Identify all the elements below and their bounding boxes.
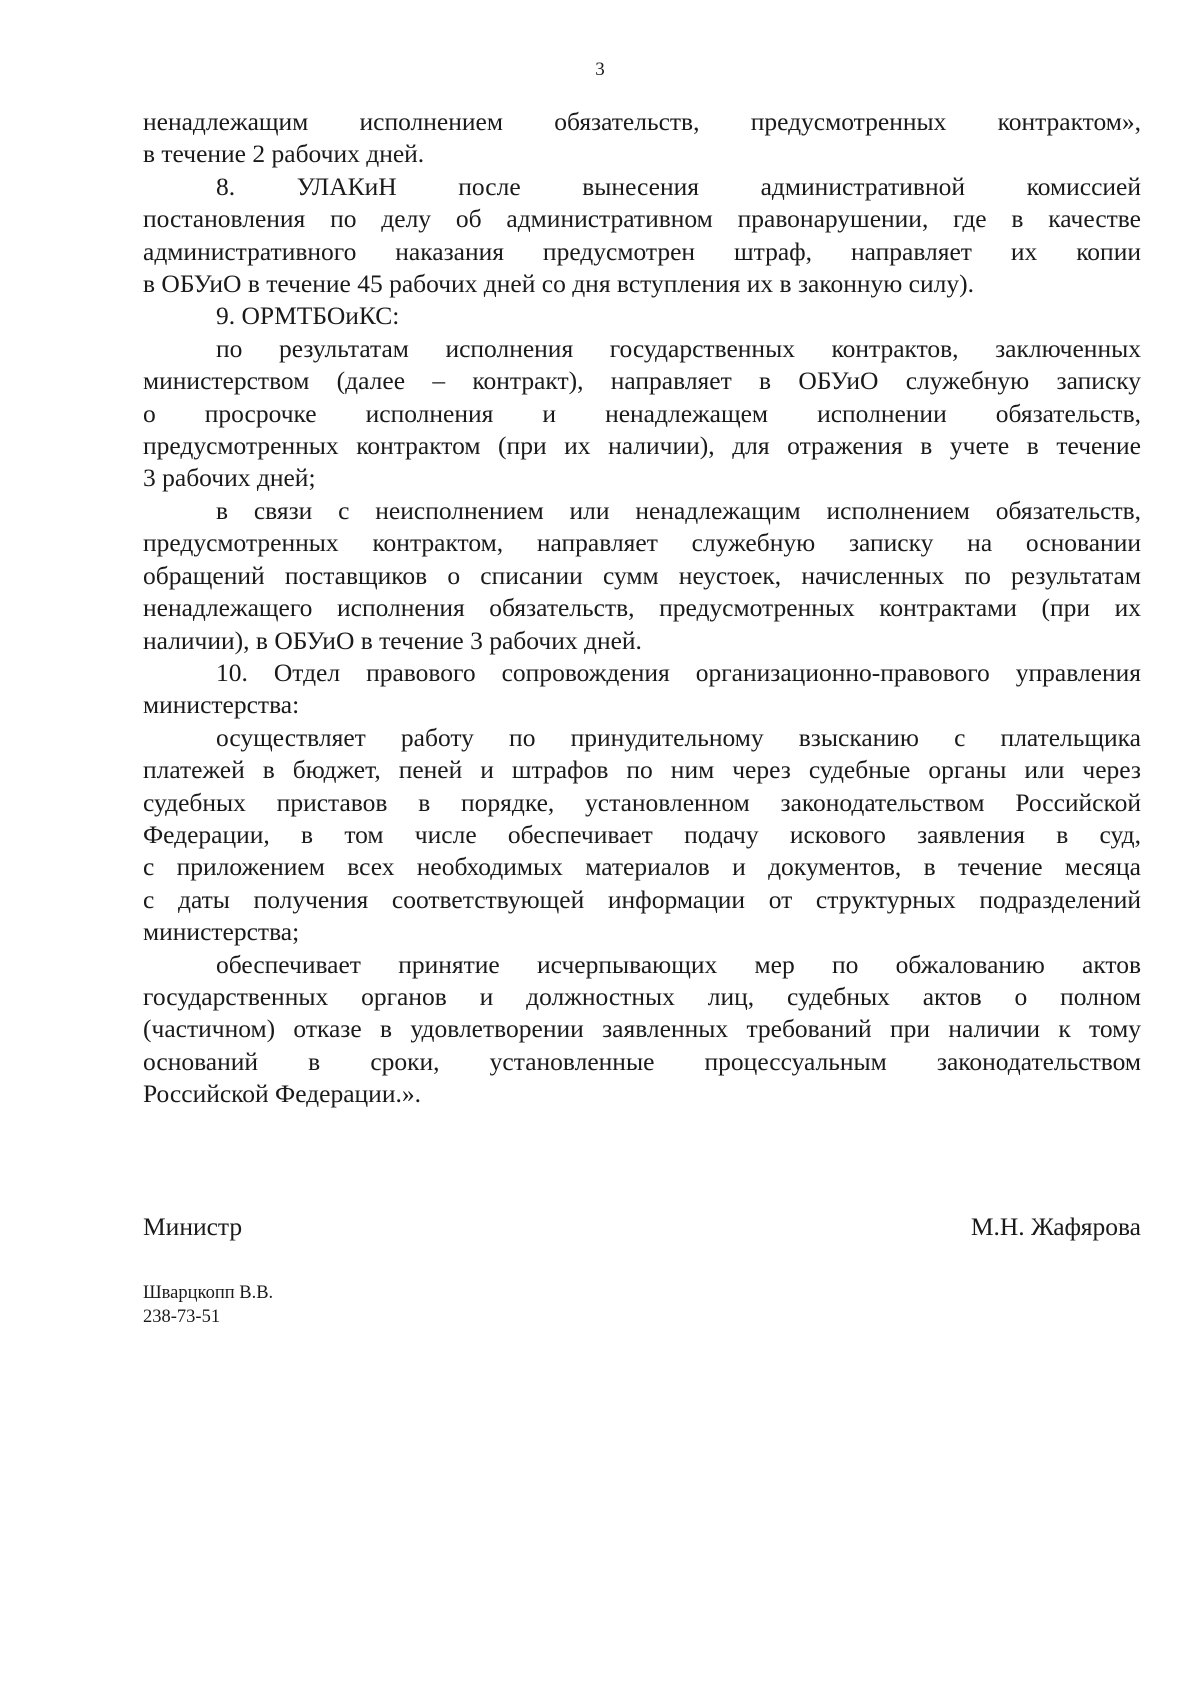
body-line: обеспечивает принятие исчерпывающих мер по обжалованию актов xyxy=(216,949,1141,979)
body-line: государственных органов и должностных лиц, судебных актов о полном xyxy=(143,981,1141,1011)
body-line: административного наказания предусмотрен штраф, направляет их копии xyxy=(143,236,1141,266)
body-line: Российской Федерации.». xyxy=(143,1079,421,1109)
body-line: платежей в бюджет, пеней и штрафов по ним через судебные органы или через xyxy=(143,755,1141,785)
body-line: обращений поставщиков о списании сумм неустоек, начисленных по результатам xyxy=(143,560,1141,590)
body-line: Федерации, в том числе обеспечивает подачу искового заявления в суд, xyxy=(143,819,1141,849)
document-body xyxy=(143,106,1141,1111)
body-line: 9. ОРМТБОиКС: xyxy=(216,301,400,331)
body-line: осуществляет работу по принудительному взысканию с плательщика xyxy=(216,722,1141,752)
body-line: о просрочке исполнения и ненадлежащем исполнении обязательств, xyxy=(143,398,1141,428)
page-number: 3 xyxy=(595,59,605,80)
executor-phone: 238-73-51 xyxy=(143,1307,221,1327)
body-line: с приложением всех необходимых материалов и документов, в течение месяца xyxy=(143,852,1141,882)
body-line: в ОБУиО в течение 45 рабочих дней со дня вступления их в законную силу). xyxy=(143,269,974,299)
body-line: (частичном) отказе в удовлетворении заявленных требований при наличии к тому xyxy=(143,1014,1141,1044)
body-line: предусмотренных контрактом (при их наличии), для отражения в учете в течение xyxy=(143,431,1141,461)
signatory-name: М.Н. Жафярова xyxy=(970,1212,1141,1241)
body-line: в связи с неисполнением или ненадлежащим исполнением обязательств, xyxy=(216,495,1141,525)
body-line: постановления по делу об административном правонарушении, где в качестве xyxy=(143,204,1141,234)
signatory-title: Министр xyxy=(143,1212,243,1241)
body-line: министерством (далее – контракт), направляет в ОБУиО служебную записку xyxy=(143,366,1141,396)
body-line: наличии), в ОБУиО в течение 3 рабочих дней. xyxy=(143,625,642,655)
body-line: в течение 2 рабочих дней. xyxy=(143,139,425,169)
body-line: 3 рабочих дней; xyxy=(143,463,316,493)
body-line: судебных приставов в порядке, установленном законодательством Российской xyxy=(143,787,1141,817)
body-line: министерства; xyxy=(143,917,300,947)
body-line: предусмотренных контрактом, направляет служебную записку на основании xyxy=(143,528,1141,558)
body-line: ненадлежащего исполнения обязательств, предусмотренных контрактами (при их xyxy=(143,593,1141,623)
body-line: по результатам исполнения государственных контрактов, заключенных xyxy=(216,333,1141,363)
body-line: с даты получения соответствующей информации от структурных подразделений xyxy=(143,884,1141,914)
executor-name: Шварцкопп В.В. xyxy=(143,1283,274,1303)
body-line: 10. Отдел правового сопровождения организационно-правового управления xyxy=(216,657,1141,687)
body-line: ненадлежащим исполнением обязательств, предусмотренных контрактом», xyxy=(143,107,1141,136)
body-line: министерства: xyxy=(143,690,300,720)
executor-block xyxy=(143,1281,273,1329)
body-line: 8. УЛАКиН после вынесения административной комиссией xyxy=(216,171,1141,201)
body-line: оснований в сроки, установленные процессуальным законодательством xyxy=(143,1046,1141,1076)
